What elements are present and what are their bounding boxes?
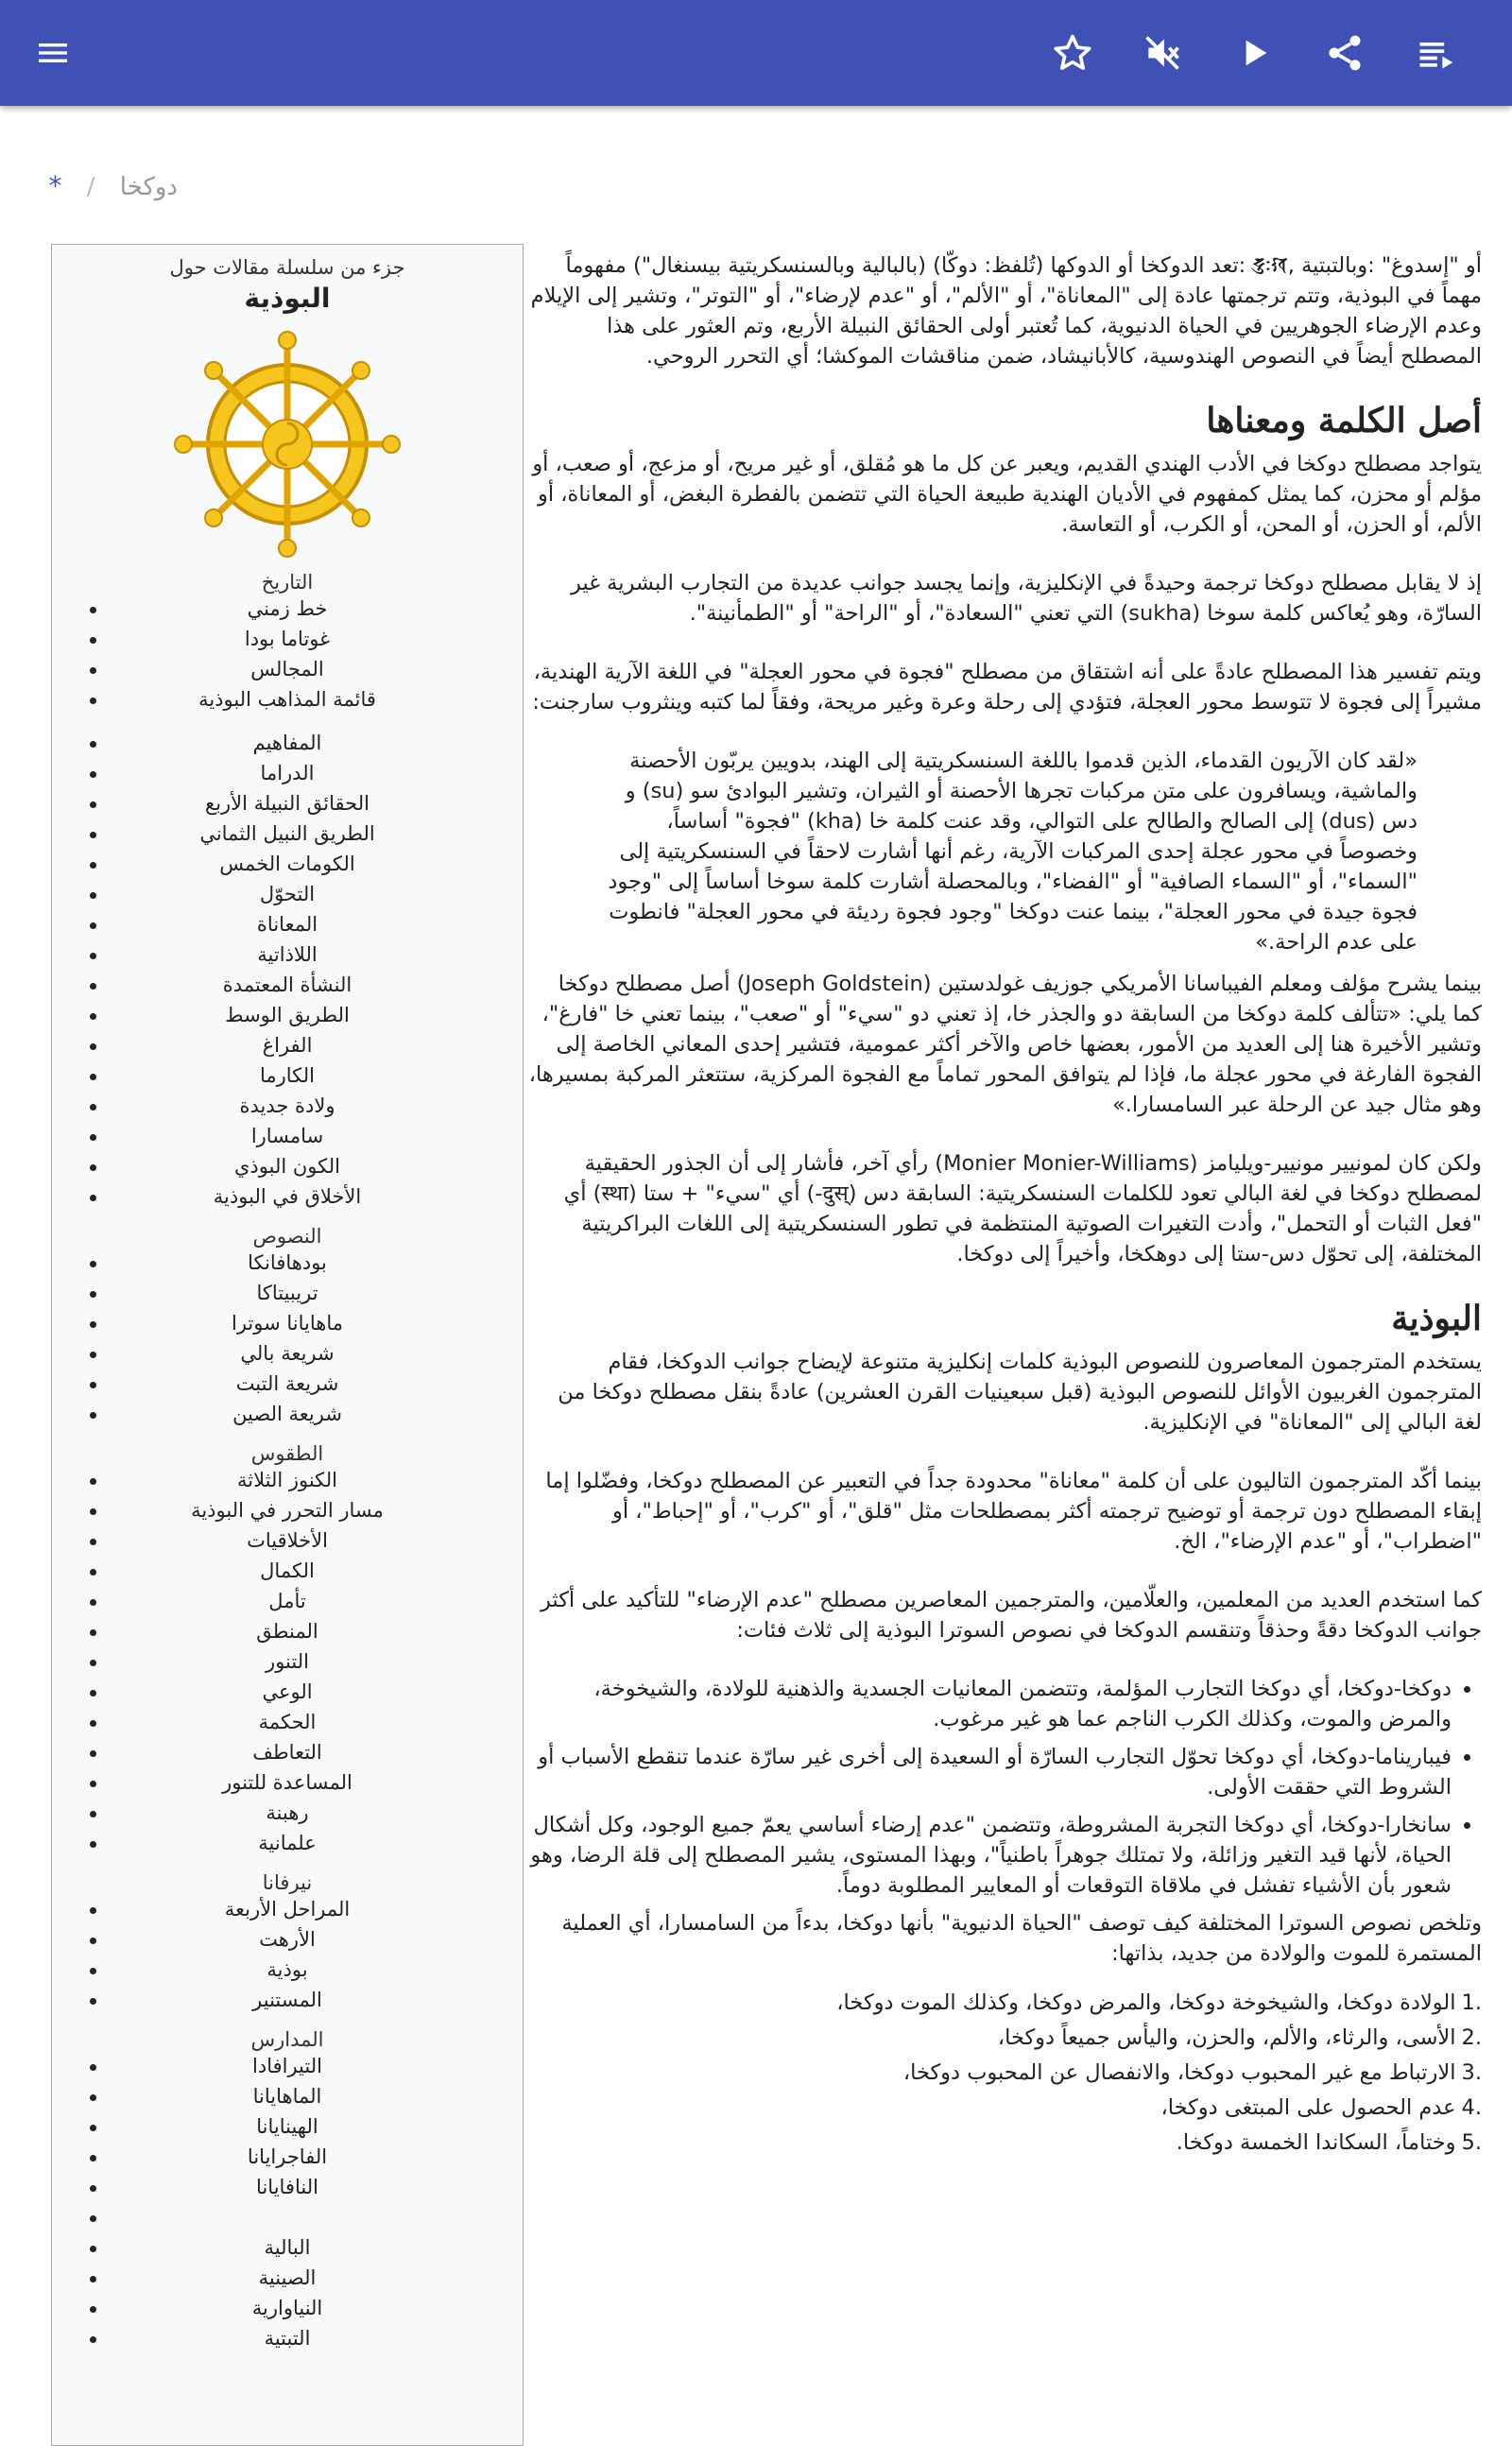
infobox-link[interactable]: الأرهت [52, 1924, 523, 1955]
heading-origin: أصل الكلمة ومعناها [1206, 401, 1482, 440]
list-item: .1الولادة دوكخا، والشيخوخة دوكخا، والمرض دوكخا، وكذلك الموت دوكخا، [836, 1990, 1482, 2015]
infobox-link[interactable]: البالية [52, 2232, 523, 2263]
infobox-link[interactable]: التحوّل [52, 879, 523, 909]
paragraph: ولكن كان لمونيير مونيير-ويليامز (Monier Monier-Williams) رأي آخر، فأشار إلى أن الجذور الحقيقية لمصطلح دوكخا في لغة البالي تعود للكلمات السنسكريتية: السابقة دس (दुस्-) أي "سيء" + ستا (स्था) أي "فعل الثبات أو التحمل"، وأدت التغيرات الصوتية المنتظمة في تطور السنسكريتية إلى اللغات البراكريتية المختلفة، إلى تحوّل دس-ستا إلى دوهكخا، وأخيراً إلى دوكخا. [563, 1151, 1482, 1266]
list-item: • فيباريناما-دوكخا، أي دوكخا تحوّل التجارب السارّة أو السعيدة إلى أخرى غير سارّة عندما تنقطع الأسباب أو الشروط التي حققت الأولى. [525, 1742, 1452, 1802]
article-intro: أو "إسدوغ" :وبالتبتية ,𑖟𑖲𑖾𑖏 :تعد الدوكخا أو الدوكها (تُلفظ: دوكّا) (بالبالية وبالسنسكريتية بيسنغال") مفهوماً مهماً في البوذية، وتتم ترجمتها عادة إلى "المعاناة"، أو "الألم"، أو "عدم لإرضاء"، أو "التوتر"، وتشير إلى الإيلام وعدم الإرضاء الجوهريين في الحياة الدنيوية، كما تُعتبر أولى الحقائق النبيلة الأربع، وتم العثور على هذا المصطلح أيضاً في النصوص الهندوسية، كالأبانيشاد، ضمن مناقشات الموكشا؛ أي التحرر الروحي. [530, 253, 1482, 369]
paragraph: إذ لا يقابل مصطلح دوكخا ترجمة وحيدةً في الإنكليزية، وإنما يجسد جوانب عديدة من التجارب البشرية غير السارّة، وهو يُعاكس كلمة سوخا (sukha) التي تعني "السعادة"، أو "الراحة" أو "الطمأنينة". [571, 571, 1482, 626]
infobox-link[interactable]: المراحل الأربعة [52, 1894, 523, 1924]
infobox-link[interactable]: ماهايانا سوترا [52, 1308, 523, 1338]
blockquote: «لقد كان الآريون القدماء، الذين قدموا باللغة السنسكريتية إلى الهند، بدويين يربّون الأحصنة والماشية، ويسافرون على متن مركبات تجرها الأحصنة أو الثيران، وتشير البوادئ سو (su) و دس (dus) إلى الصالح والطالح على التوالي، وقد عنت كلمة خا (kha) "فجوة" أساساً، وخصوصاً في محور عجلة إحدى المركبات الآرية، رغم أنها أشارت لاحقاً في السنسكريتية إلى "السماء"، أو "السماء الصافية" أو "الفضاء"، وبالمحصلة أشارت كلمة سوخا أساساً إلى "وجود فجوة جيدة في محور العجلة"، بينما عنت دوكخا "وجود فجوة رديئة في محور العجلة" فانطوت على عدم الراحة.» [608, 749, 1418, 955]
infobox-link[interactable]: خط زمني [52, 594, 523, 624]
infobox-list [52, 1465, 523, 1858]
infobox-link[interactable]: تأمل [52, 1586, 523, 1616]
infobox-list [52, 728, 523, 1212]
infobox-link[interactable]: التبتية [52, 2323, 523, 2353]
breadcrumb-current: دوكخا [119, 173, 178, 201]
hamburger-menu-icon[interactable] [23, 23, 83, 83]
play-icon[interactable] [1224, 23, 1284, 83]
infobox-link[interactable]: اللاذاتية [52, 939, 523, 970]
infobox-link[interactable]: رهبنة [52, 1798, 523, 1828]
breadcrumb-separator: / [86, 173, 95, 201]
infobox-link[interactable]: النياوارية [52, 2293, 523, 2323]
infobox-section-heading: النصوص [252, 1225, 322, 1248]
infobox-link[interactable]: النافايانا [52, 2172, 523, 2202]
infobox-link[interactable]: الكون البوذي [52, 1151, 523, 1181]
infobox-link[interactable]: التنور [52, 1646, 523, 1677]
paragraph: بينما يشرح مؤلف ومعلم الفيباسانا الأمريكي جوزيف غولدستين (Joseph Goldstein) أصل مصطلح دوكخا كما يلي: «تتألف كلمة دوكخا من السابقة دو والجذر خا، إذ تعني دو "سيء" أو "صعب"، بينما تعني خا "فارغ"، وتشير الأخيرة هنا إلى العديد من الأمور، بعضها خاص والآخر أكثر عمومية، فتشير إحدى المعاني الخاصة إلى الفجوة الفارغة في محور عجلة ما، فإذا لم يتوافق المحور تماماً مع الفجوة المركزية، ستتعثر المركبة بمسيرها، وهو مثال جيد عن الرحلة عبر السامسارا.» [528, 972, 1482, 1117]
infobox-link[interactable]: الطريق الوسط [52, 1000, 523, 1030]
infobox-link[interactable]: الحكمة [52, 1707, 523, 1737]
infobox-link[interactable]: المنطق [52, 1616, 523, 1646]
app-toolbar [0, 0, 1512, 106]
infobox-link[interactable]: المستنير [52, 1985, 523, 2015]
infobox-link[interactable]: الطريق النبيل الثماني [52, 818, 523, 849]
paragraph: يستخدم المترجمون المعاصرون للنصوص البوذية كلمات إنكليزية متنوعة لإيضاح جوانب الدوكخا، فقام المترجمون الغربيون الأوائل للنصوص البوذية (قبل سبعينيات القرن العشرين) عادةً بنقل مصطلح دوكخا من لغة البالي إلى "المعاناة" في الإنكليزية. [558, 1350, 1482, 1435]
infobox-link[interactable]: بوذية [52, 1955, 523, 1985]
infobox-link[interactable]: علمانية [52, 1828, 523, 1858]
list-item: .3الارتباط مع غير المحبوب دوكخا، والانفصال عن المحبوب دوكخا، [902, 2060, 1482, 2085]
list-item: .2الأسى، والرثاء، والألم، والحزن، واليأس جميعاً دوكخا، [997, 2025, 1482, 2050]
paragraph: بينما أكّد المترجمون التاليون على أن كلمة "معاناة" محدودة جداً في التعبير عن المصطلح دوكخا، وفضّلوا إما إبقاء المصطلح دون ترجمة أو توضيح ترجمته أكثر بمصطلحات مثل "قلق"، أو "كرب"، أو "إحباط"، أو "اضطراب"، أو "عدم الإرضاء"، الخ. [545, 1469, 1482, 1554]
volume-off-icon[interactable] [1132, 23, 1193, 83]
infobox-section-heading: المدارس [250, 2028, 324, 2051]
list-item: .5وختاماً، السكاندا الخمسة دوكخا. [1176, 2130, 1482, 2155]
infobox-list [52, 1248, 523, 1429]
paragraph: يتواجد مصطلح دوكخا في الأدب الهندي القديم، ويعبر عن كل ما هو مُقلق، أو غير مريح، أو مزعج، أو صعب، أو مؤلم أو محزن، كما يمثل كمفهوم في الأديان الهندية طبيعة الحياة التي تتضمن بالفطرة البغض، أو المعاناة، أو الألم، أو الحزن، أو المحن، أو الكرب، أو التعاسة. [532, 452, 1482, 537]
numbered-list [525, 1986, 1482, 2161]
infobox-link[interactable]: المجالس [52, 654, 523, 684]
infobox-link[interactable]: النشأة المعتمدة [52, 970, 523, 1000]
infobox-link[interactable]: الكنوز الثلاثة [52, 1465, 523, 1495]
infobox-pre-title: جزء من سلسلة مقالات حول [169, 256, 405, 279]
paragraph: كما استخدم العديد من المعلمين، والعلّامين، والمترجمين المعاصرين مصطلح "عدم الإرضاء" للتأكيد على أكثر جوانب الدوكخا دقةً وحذقاً وتنقسم الدوكخا في نصوص السوترا البوذية إلى ثلاث فئات: [541, 1588, 1482, 1643]
list-item: • دوكخا-دوكخا، أي دوكخا التجارب المؤلمة، وتتضمن المعانيات الجسدية والذهنية للولادة، والشيخوخة، والمرض والموت، وكذلك الكرب الناجم عما هو غير مرغوب. [525, 1674, 1452, 1734]
infobox-link[interactable]: الأخلاق في البوذية [52, 1181, 523, 1212]
infobox-list [52, 1894, 523, 2015]
infobox-link[interactable]: الوعي [52, 1677, 523, 1707]
star-outline-icon[interactable] [1042, 23, 1103, 83]
infobox [51, 244, 524, 2446]
infobox-section-heading: نيرفانا [262, 1871, 313, 1894]
infobox-link[interactable]: الفراغ [52, 1030, 523, 1060]
infobox-link[interactable]: الفاجرايانا [52, 2142, 523, 2172]
share-icon[interactable] [1314, 23, 1375, 83]
infobox-link[interactable]: الصينية [52, 2263, 523, 2293]
infobox-link[interactable]: ولادة جديدة [52, 1091, 523, 1121]
infobox-link[interactable]: الدراما [52, 758, 523, 788]
infobox-link[interactable]: غوتاما بودا [52, 624, 523, 654]
infobox-link[interactable]: الأخلاقيات [52, 1525, 523, 1556]
infobox-list [52, 2051, 523, 2353]
infobox-link[interactable]: المعاناة [52, 909, 523, 939]
infobox-title[interactable]: البوذية [244, 283, 331, 314]
infobox-link[interactable]: الحقائق النبيلة الأربع [52, 788, 523, 818]
breadcrumb-home-link[interactable]: * [48, 170, 62, 201]
heading-buddhism: البوذية [1391, 1299, 1482, 1338]
breadcrumb [48, 170, 178, 201]
infobox-link [52, 2202, 523, 2232]
infobox-link[interactable]: الكمال [52, 1556, 523, 1586]
list-item: .4عدم الحصول على المبتغى دوكخا، [1160, 2095, 1482, 2120]
paragraph: ويتم تفسير هذا المصطلح عادةً على أنه اشتقاق من مصطلح "فجوة في محور العجلة" في اللغة الآرية الهندية، مشيراً إلى فجوة لا تتوسط محور العجلة، فتؤدي إلى رحلة وعرة وغير مريحة، وفقاً لما كتبه وينثروب سارجنت: [532, 660, 1482, 715]
dharma-wheel-icon [174, 331, 401, 558]
playlist-icon[interactable] [1405, 23, 1466, 83]
infobox-sections [52, 571, 523, 2353]
infobox-link[interactable]: شريعة التبت [52, 1369, 523, 1399]
infobox-link[interactable]: الكومات الخمس [52, 849, 523, 879]
infobox-link[interactable]: التعاطف [52, 1737, 523, 1767]
infobox-section-heading: التاريخ [261, 571, 314, 594]
infobox-link[interactable]: سامسارا [52, 1121, 523, 1151]
paragraph: وتلخص نصوص السوترا المختلفة كيف توصف "الحياة الدنيوية" بأنها دوكخا، بدءاً من السامسارا، أي العملية المستمرة للموت والولادة من جديد، بذاتها: [561, 1911, 1482, 1966]
dukkha-categories-list [525, 1674, 1482, 1901]
infobox-link[interactable]: مسار التحرر في البوذية [52, 1495, 523, 1525]
infobox-link[interactable]: شريعة الصين [52, 1399, 523, 1429]
infobox-link[interactable]: قائمة المذاهب البوذية [52, 684, 523, 715]
infobox-link[interactable]: التيرافادا [52, 2051, 523, 2081]
list-item: • سانخارا-دوكخا، أي دوكخا التجربة المشروطة، وتتضمن "عدم إرضاء أساسي يعمّ جميع الوجود، وكل أشكال الحياة، لأنها قيد التغير وزائلة، ولا تمتلك جوهراً باطنياً"، وبهذا المستوى، يشير المصطلح إلى قلة الرضا، وهو شعور بأن الأشياء تفشل في ملاقاة التوقعات أو المعايير المطلوبة دوماً. [525, 1810, 1452, 1901]
infobox-link[interactable]: الماهايانا [52, 2081, 523, 2111]
infobox-link[interactable]: المفاهيم [52, 728, 523, 758]
infobox-link[interactable]: بودهافانكا [52, 1248, 523, 1278]
infobox-section-heading: الطقوس [250, 1442, 324, 1465]
infobox-link[interactable]: المساعدة للتنور [52, 1767, 523, 1798]
infobox-link[interactable]: شريعة بالي [52, 1338, 523, 1369]
infobox-link[interactable]: تريبيتاكا [52, 1278, 523, 1308]
article-content [525, 250, 1482, 2161]
infobox-link[interactable]: الهينايانا [52, 2111, 523, 2142]
infobox-link[interactable]: الكارما [52, 1060, 523, 1091]
infobox-list [52, 594, 523, 715]
